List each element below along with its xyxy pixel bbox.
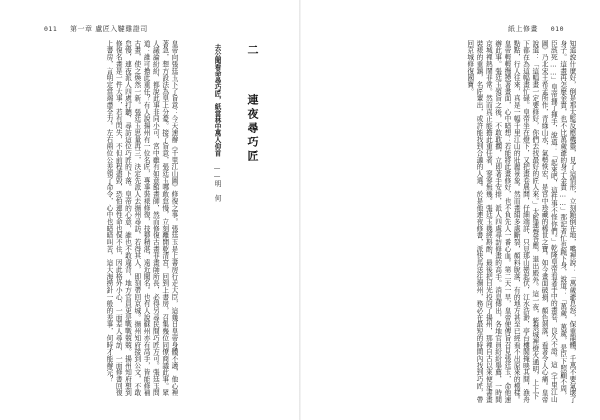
left-running-head: 第一章 盧匠入韃雞證司 — [69, 25, 148, 33]
right-page — [300, 0, 600, 420]
section-heading — [228, 44, 268, 344]
epigraph — [188, 44, 222, 344]
left-body-text: 皇帝向張廷玉下了旨意：今天速辦《千里江山圖》修復之事。張廷玉是上書房行走大臣，這幾日皇帝身體不適，他心裡著急，想方設法為皇上分憂。接了旨意，張廷玉哪敢怠慢，立刻離開乾清宮，回到上書房，召集幾位同僚商議此事。眾人議論紛紛，都說此事非同小可，宮中雖有如意館畫師，然而修復古畫非畫師所長，必得另尋民間巧匠方可。張廷玉問道：誰可擔此重任？有人說揚州有一位名匠，專事裝裱修復，技藝精湛，遠近聞名。也有人說蘇州亦有高手，皆能修補古畫，使之煥然一新。張廷玉思量再三，決定先派人去揚州尋訪，若得其人，即刻帶回京城。揚州知府接到公文，不敢怠慢，連夜派人四處打聽，尋訪這位巧匠的下落。皇帝的心意，誰也不敢違背，地方官員更是戰戰兢兢。揚州知府想到修復名畫是一件大事，若有閃失，不但前程盡毀，恐怕連性命也保不住，因此格外小心，一面差人尋訪，一面修書回復上書房，言明定當竭盡全力。左右兩位公差領了命令，心中也暗暗叫苦，這大海撈針一般的差事，何時才能辦完？ — [104, 40, 178, 397]
right-running-head: 紙上修畫 — [508, 25, 539, 33]
right-page-number: 010 — [550, 25, 564, 33]
right-page-header — [508, 24, 564, 34]
right-body-text: 知道說什麼好，倒是那太監反應機靈，見了這情形，立刻跪倒在地，嘴裡說：「萬歲爺息怒，保重龍體，千萬不要氣壞了身子。這畫再怎麼金貴，也不比萬歲爺的身子金貴……」那記者忙也跪下身，說道：「萬歲，萬歲，是臣下照顧不周，臣該死……」皇帝揮了揮手，說道：「起來吧，這件事不怪你們。」乾隆皇帝看著手中的畫卷，良久不語。這《千里江山圖》乃北宋王希孟所作，青綠山水，氣勢恢宏，是宮中珍藏的稀世之寶。如今畫面破損，顏色剝落，看著令人心痛。皇帝說道：「這幅畫一定要修好，你們去找最好的匠人來。」太監連聲答應，退出殿外。這一夜，紫禁城裡燈火通明，上上下下都在為這幅畫忙碌。皇帝坐在燈下，又把畫卷展開，仔細端詳，只見那山巒起伏，江水浩渺，亭台樓閣掩映其間，漁舟點點，行人往來，真是一幅千里江山的壯麗景象。然而畫絹多處斷裂，顏料脫落，有的地方甚至已經看不出原來的模樣。皇帝輕輕撫摸著畫面，心中暗想：若能將此畫修好，也不負先人一番心血。第二天一早，皇帝便傳旨召見張廷玉，命他速辦此事。張廷玉領旨之後，不敢耽擱，立即著手安排，派人四處尋訪修畫的高手。消息傳出，各地官員紛紛舉薦，一時間京城裡熱鬧非常。然而真正能擔此重任者，寥寥無幾。張廷玉幾經斟酌，最後把目光投向了揚州，那裡自古以來便是書畫裝裱的重鎮，名匠輩出，或許能找到合適的人選。於是他連夜修書，派快馬送往揚州，務必在最短的時間內找到巧匠，帶回京城修復國寶。 — [465, 40, 576, 404]
left-page-number: 011 — [44, 25, 58, 33]
left-page-header — [44, 24, 148, 34]
section-number: 二 — [246, 44, 259, 57]
epigraph-author: ——明 何 — [213, 164, 221, 202]
section-title: 連夜尋巧匠 — [246, 94, 259, 164]
epigraph-text: 去公聞看命尋巧匠，紙當林中萬人仰首 — [213, 44, 221, 157]
